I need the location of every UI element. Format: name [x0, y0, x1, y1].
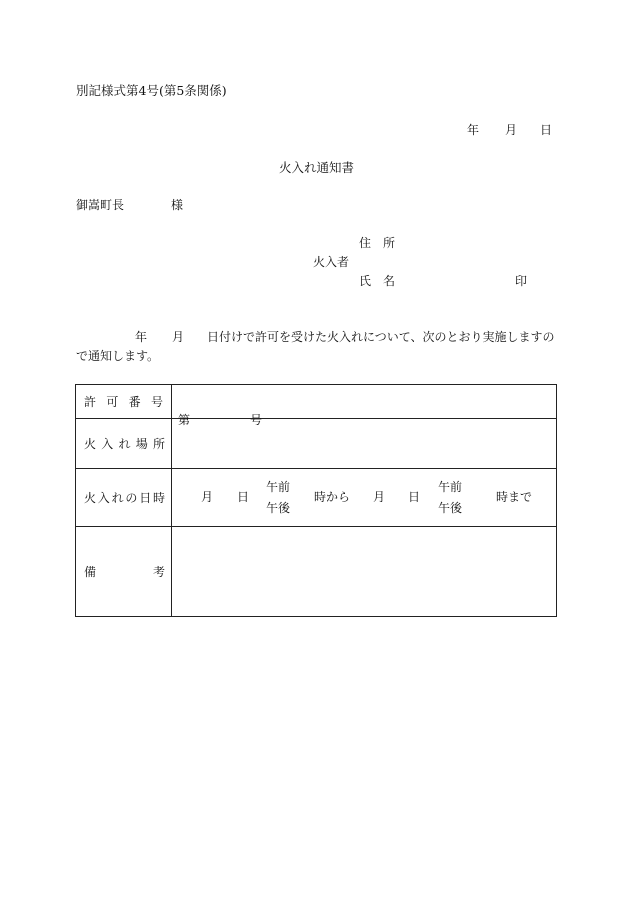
to-suffix: 時まで: [496, 490, 533, 504]
label-char: 可: [106, 395, 119, 409]
permit-suffix: 号: [250, 412, 263, 427]
body-month: 月: [172, 330, 185, 344]
label-char: れ: [111, 491, 124, 505]
name-label-char: 名: [383, 274, 396, 288]
body-text-line: で通知します。: [76, 349, 160, 363]
remarks-label: [76, 527, 172, 617]
date-year-label: 年: [467, 123, 480, 137]
datetime-label: [76, 469, 172, 527]
label-char: の: [125, 491, 138, 505]
datetime-field[interactable]: [172, 469, 557, 527]
label-char: 所: [152, 437, 165, 451]
label-char: 号: [150, 395, 163, 409]
from-day: 日: [237, 490, 250, 504]
name-label-char: 氏: [359, 274, 372, 288]
to-month: 月: [373, 490, 386, 504]
label-char: 日: [139, 491, 152, 505]
location-label: [76, 419, 172, 469]
label-char: 火: [84, 491, 97, 505]
remarks-field[interactable]: [172, 527, 557, 617]
label-char: 考: [152, 565, 165, 579]
body-year: 年: [135, 330, 148, 344]
location-row: [76, 419, 557, 469]
date-month-label: 月: [505, 123, 518, 137]
label-char: 火: [84, 437, 97, 451]
addressee-name: 御嵩町長: [76, 198, 125, 212]
body-text: 日付けで許可を受けた火入れについて、次のとおり実施しますの: [207, 330, 555, 344]
to-day: 日: [408, 490, 421, 504]
from-am: 午前: [266, 480, 291, 494]
from-pm: 午後: [266, 501, 291, 515]
label-char: 番: [128, 395, 141, 409]
permit-number-field[interactable]: [172, 385, 557, 427]
document-title: 火入れ通知書: [279, 160, 355, 175]
from-suffix: 時から: [314, 490, 351, 504]
permit-number-row: [76, 385, 557, 419]
seal-mark: 印: [515, 274, 528, 288]
label-char: 場: [135, 437, 148, 451]
addressee-honorific: 様: [171, 198, 184, 212]
address-label-char: 住: [359, 236, 372, 250]
label-char: 許: [84, 395, 97, 409]
permit-number-label: [76, 385, 172, 419]
notification-table: [75, 384, 557, 617]
form-number: 別記様式第4号(第5条関係): [76, 83, 227, 98]
remarks-row: [76, 527, 557, 617]
label-char: 入: [97, 491, 110, 505]
permit-prefix: 第: [178, 412, 191, 427]
label-char: 入: [101, 437, 114, 451]
datetime-row: [76, 469, 557, 527]
applicant-label: 火入者: [313, 255, 350, 269]
from-month: 月: [201, 490, 214, 504]
address-label-char: 所: [383, 236, 396, 250]
to-pm: 午後: [438, 501, 463, 515]
label-char: れ: [118, 437, 131, 451]
label-char: 備: [84, 565, 97, 579]
to-am: 午前: [438, 480, 463, 494]
location-field[interactable]: [172, 419, 557, 469]
label-char: 時: [152, 491, 165, 505]
date-day-label: 日: [540, 123, 553, 137]
